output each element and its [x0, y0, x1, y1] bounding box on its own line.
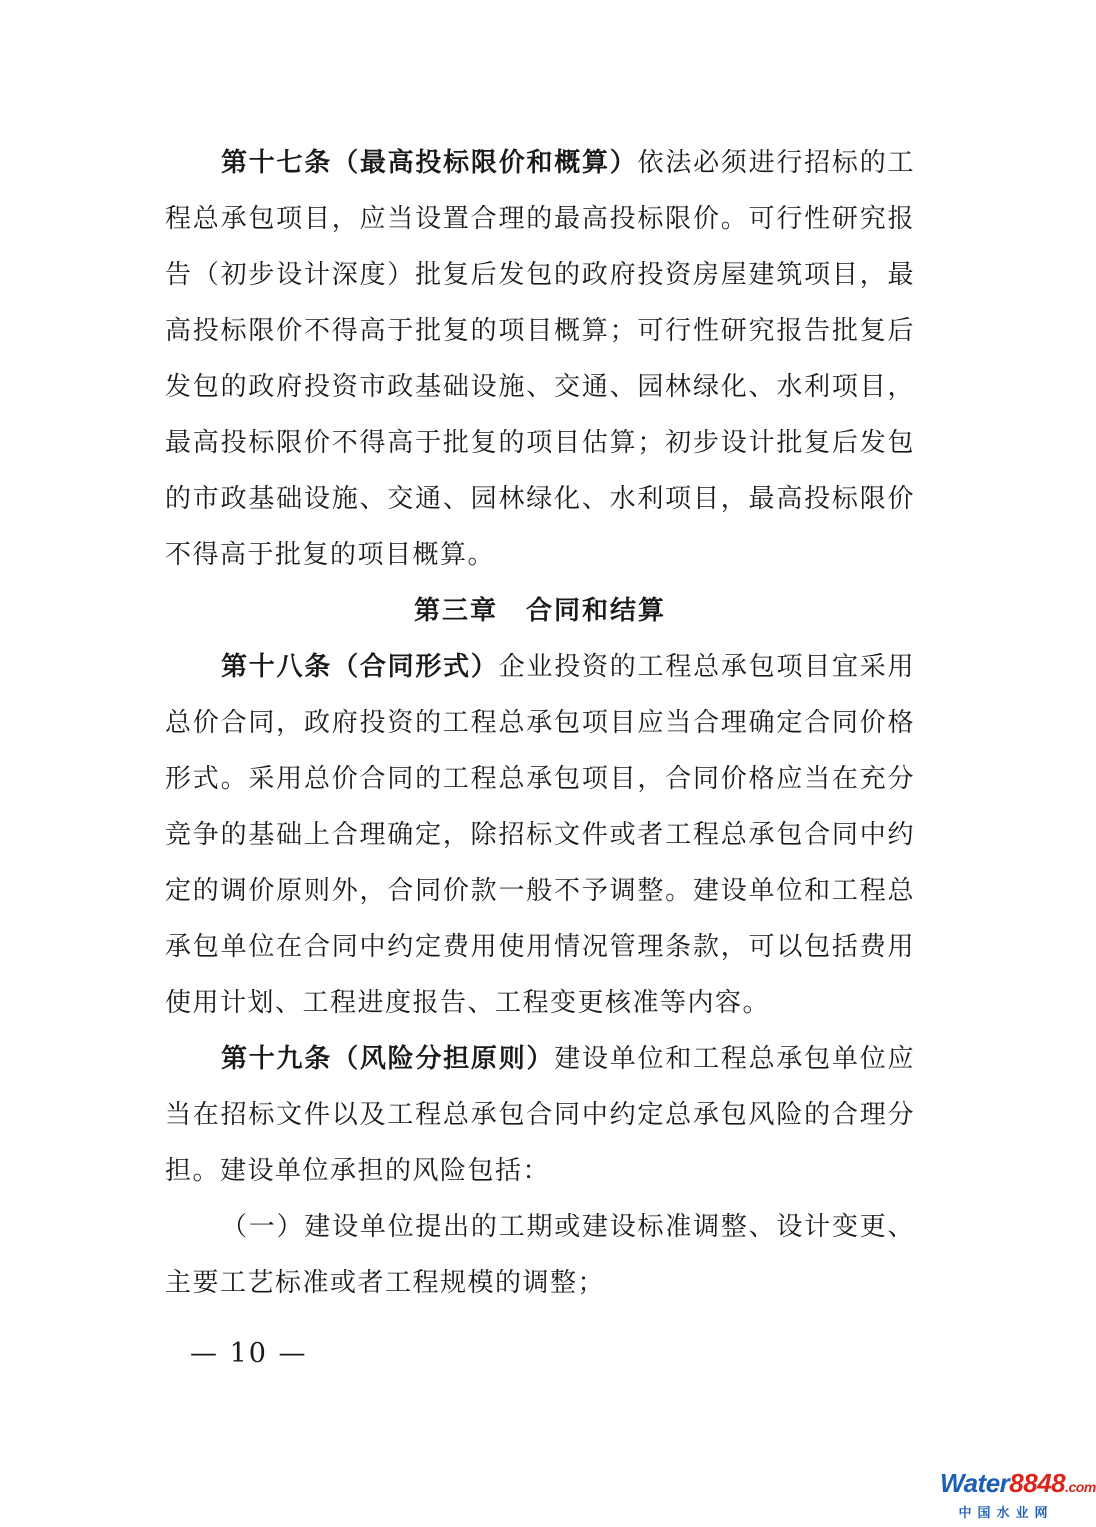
article-18-body: 企业投资的工程总承包项目宜采用总价合同，政府投资的工程总承包项目应当合理确定合同价格形式。采用总价合同的工程总承包项目，合同价格应当在充分竞争的基础上合理确定，除招标文件或者工程总承包合同中约定的调价原则外，合同价款一般不予调整。建设单位和工程总承包单位在合同中约定费用使用情况管理条款，可以包括费用使用计划、工程进度报告、工程变更核准等内容。	[165, 652, 915, 1018]
document-body	[165, 135, 915, 1311]
watermark-logo-word: Water	[940, 1468, 1010, 1498]
site-watermark	[940, 1468, 1096, 1521]
chapter-3-title: 第三章 合同和结算	[413, 596, 666, 626]
article-19	[165, 1031, 915, 1199]
article-18	[165, 639, 915, 1031]
article-19-item-1: （一）建设单位提出的工期或建设标准调整、设计变更、主要工艺标准或者工程规模的调整；	[165, 1212, 915, 1298]
watermark-subtitle: 中国水业网	[958, 1506, 1054, 1521]
article-19-body: 建设单位和工程总承包单位应当在招标文件以及工程总承包合同中约定总承包风险的合理分担。建设单位承担的风险包括：	[165, 1044, 915, 1186]
watermark-logo-domain: .com	[1065, 1479, 1096, 1495]
article-18-heading: 第十八条（合同形式）	[221, 652, 499, 682]
article-17-heading: 第十七条（最高投标限价和概算）	[221, 148, 638, 178]
article-19-heading: 第十九条（风险分担原则）	[221, 1044, 555, 1074]
watermark-logo	[940, 1468, 1096, 1500]
page-number: — 10 —	[190, 1338, 308, 1369]
article-17	[165, 135, 915, 583]
article-17-body: 依法必须进行招标的工程总承包项目，应当设置合理的最高投标限价。可行性研究报告（初步设计深度）批复后发包的政府投资房屋建筑项目，最高投标限价不得高于批复的项目概算；可行性研究报告批复后发包的政府投资市政基础设施、交通、园林绿化、水利项目，最高投标限价不得高于批复的项目估算；初步设计批复后发包的市政基础设施、交通、园林绿化、水利项目，最高投标限价不得高于批复的项目概算。	[165, 148, 915, 570]
watermark-logo-number: 8848	[1009, 1468, 1066, 1498]
